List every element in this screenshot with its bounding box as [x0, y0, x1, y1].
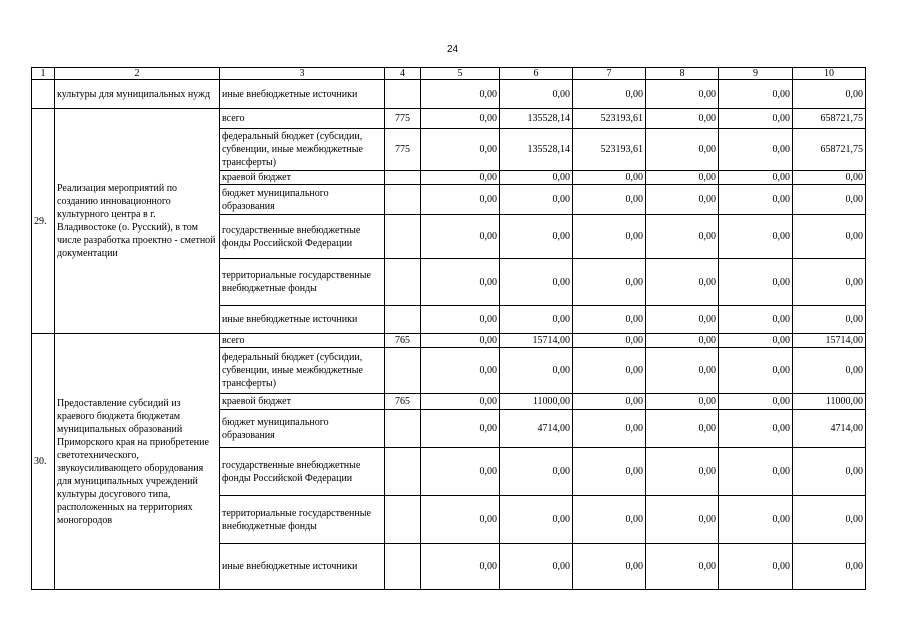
value-cell: 0,00 [646, 80, 719, 109]
code-cell: 765 [385, 334, 421, 348]
table-row [32, 109, 866, 129]
value-cell: 11000,00 [500, 394, 573, 410]
value-cell: 0,00 [573, 394, 646, 410]
value-cell: 4714,00 [793, 410, 866, 448]
funding-source-cell: территориальные государственные внебюджетные фонды [220, 496, 385, 544]
item-name-cell: культуры для муниципальных нужд [55, 80, 220, 109]
funding-source-cell: бюджет муниципального образования [220, 410, 385, 448]
value-cell: 0,00 [719, 109, 793, 129]
value-cell: 0,00 [793, 259, 866, 306]
value-cell: 0,00 [719, 215, 793, 259]
value-cell: 0,00 [793, 215, 866, 259]
value-cell: 0,00 [646, 215, 719, 259]
value-cell: 0,00 [573, 171, 646, 185]
code-cell [385, 171, 421, 185]
column-header: 1 [32, 68, 55, 80]
code-cell [385, 306, 421, 334]
value-cell: 0,00 [421, 259, 500, 306]
item-number-cell: 30. [32, 334, 55, 590]
value-cell: 0,00 [573, 259, 646, 306]
value-cell: 0,00 [646, 544, 719, 590]
value-cell: 0,00 [573, 448, 646, 496]
value-cell: 0,00 [421, 215, 500, 259]
column-header: 5 [421, 68, 500, 80]
value-cell: 0,00 [793, 80, 866, 109]
value-cell: 15714,00 [500, 334, 573, 348]
value-cell: 0,00 [646, 171, 719, 185]
column-number-row [32, 68, 866, 80]
value-cell: 658721,75 [793, 129, 866, 171]
value-cell: 0,00 [500, 306, 573, 334]
column-header: 9 [719, 68, 793, 80]
value-cell: 0,00 [421, 171, 500, 185]
value-cell: 0,00 [646, 348, 719, 394]
value-cell: 0,00 [573, 185, 646, 215]
value-cell: 0,00 [421, 348, 500, 394]
value-cell: 11000,00 [793, 394, 866, 410]
code-cell: 775 [385, 109, 421, 129]
value-cell: 135528,14 [500, 109, 573, 129]
code-cell [385, 259, 421, 306]
code-cell [385, 410, 421, 448]
value-cell: 0,00 [719, 496, 793, 544]
value-cell: 0,00 [421, 448, 500, 496]
value-cell: 0,00 [500, 259, 573, 306]
value-cell: 0,00 [719, 544, 793, 590]
value-cell: 0,00 [719, 448, 793, 496]
value-cell: 0,00 [793, 496, 866, 544]
funding-source-cell: территориальные государственные внебюджетные фонды [220, 259, 385, 306]
item-name-cell: Реализация мероприятий по созданию инновационного культурного центра в г. Владивостоке (о. Русский), в том числе разработка проектно - сметной документации [55, 109, 220, 334]
value-cell: 0,00 [646, 259, 719, 306]
value-cell: 0,00 [719, 306, 793, 334]
table-row [32, 334, 866, 348]
value-cell: 0,00 [719, 80, 793, 109]
value-cell: 0,00 [573, 80, 646, 109]
funding-source-cell: всего [220, 334, 385, 348]
value-cell: 0,00 [573, 348, 646, 394]
column-header: 6 [500, 68, 573, 80]
code-cell [385, 80, 421, 109]
value-cell: 0,00 [793, 448, 866, 496]
value-cell: 0,00 [421, 334, 500, 348]
value-cell: 0,00 [719, 185, 793, 215]
item-name-cell: Предоставление субсидий из краевого бюджета бюджетам муниципальных образований Приморского края на приобретение светотехнического, звукоусиливающего оборудования для муниципальных учреждений культуры досугового типа, расположенных на территориях моногородов [55, 334, 220, 590]
value-cell: 0,00 [719, 129, 793, 171]
value-cell: 0,00 [500, 215, 573, 259]
column-header: 8 [646, 68, 719, 80]
value-cell: 0,00 [793, 544, 866, 590]
value-cell: 0,00 [646, 410, 719, 448]
value-cell: 0,00 [573, 306, 646, 334]
value-cell: 0,00 [646, 448, 719, 496]
value-cell: 0,00 [793, 306, 866, 334]
value-cell: 0,00 [719, 410, 793, 448]
funding-source-cell: краевой бюджет [220, 171, 385, 185]
value-cell: 0,00 [719, 259, 793, 306]
value-cell: 0,00 [573, 215, 646, 259]
funding-source-cell: иные внебюджетные источники [220, 544, 385, 590]
funding-source-cell: государственные внебюджетные фонды Российской Федерации [220, 448, 385, 496]
funding-source-cell: бюджет муниципального образования [220, 185, 385, 215]
value-cell: 0,00 [646, 334, 719, 348]
code-cell [385, 448, 421, 496]
code-cell [385, 215, 421, 259]
budget-table [31, 67, 866, 590]
value-cell: 0,00 [421, 410, 500, 448]
value-cell: 0,00 [646, 185, 719, 215]
column-header: 10 [793, 68, 866, 80]
column-header: 3 [220, 68, 385, 80]
code-cell [385, 185, 421, 215]
column-header: 2 [55, 68, 220, 80]
value-cell: 0,00 [421, 109, 500, 129]
code-cell: 765 [385, 394, 421, 410]
value-cell: 658721,75 [793, 109, 866, 129]
value-cell: 0,00 [421, 185, 500, 215]
value-cell: 135528,14 [500, 129, 573, 171]
funding-source-cell: федеральный бюджет (субсидии, субвенции, иные межбюджетные трансферты) [220, 348, 385, 394]
code-cell [385, 496, 421, 544]
value-cell: 0,00 [500, 448, 573, 496]
funding-source-cell: федеральный бюджет (субсидии, субвенции, иные межбюджетные трансферты) [220, 129, 385, 171]
value-cell: 0,00 [421, 394, 500, 410]
value-cell: 0,00 [646, 496, 719, 544]
value-cell: 0,00 [421, 306, 500, 334]
value-cell: 0,00 [500, 171, 573, 185]
value-cell: 0,00 [646, 306, 719, 334]
value-cell: 0,00 [646, 109, 719, 129]
value-cell: 0,00 [573, 544, 646, 590]
funding-source-cell: иные внебюджетные источники [220, 306, 385, 334]
value-cell: 4714,00 [500, 410, 573, 448]
code-cell [385, 544, 421, 590]
value-cell: 0,00 [421, 80, 500, 109]
funding-source-cell: всего [220, 109, 385, 129]
funding-source-cell: иные внебюджетные источники [220, 80, 385, 109]
value-cell: 523193,61 [573, 109, 646, 129]
value-cell: 0,00 [646, 394, 719, 410]
code-cell: 775 [385, 129, 421, 171]
funding-source-cell: государственные внебюджетные фонды Российской Федерации [220, 215, 385, 259]
value-cell: 15714,00 [793, 334, 866, 348]
value-cell: 0,00 [719, 334, 793, 348]
value-cell: 0,00 [573, 496, 646, 544]
value-cell: 0,00 [793, 185, 866, 215]
value-cell: 0,00 [500, 348, 573, 394]
column-header: 4 [385, 68, 421, 80]
value-cell: 0,00 [646, 129, 719, 171]
value-cell: 0,00 [573, 410, 646, 448]
item-number-cell [32, 80, 55, 109]
value-cell: 0,00 [500, 544, 573, 590]
value-cell: 0,00 [500, 496, 573, 544]
column-header: 7 [573, 68, 646, 80]
code-cell [385, 348, 421, 394]
value-cell: 0,00 [793, 171, 866, 185]
table-row [32, 80, 866, 109]
value-cell: 0,00 [500, 185, 573, 215]
value-cell: 0,00 [421, 496, 500, 544]
value-cell: 0,00 [719, 171, 793, 185]
value-cell: 0,00 [719, 348, 793, 394]
item-number-cell: 29. [32, 109, 55, 334]
value-cell: 523193,61 [573, 129, 646, 171]
value-cell: 0,00 [421, 129, 500, 171]
value-cell: 0,00 [793, 348, 866, 394]
page-number: 24 [446, 44, 459, 55]
value-cell: 0,00 [500, 80, 573, 109]
funding-source-cell: краевой бюджет [220, 394, 385, 410]
value-cell: 0,00 [719, 394, 793, 410]
value-cell: 0,00 [573, 334, 646, 348]
value-cell: 0,00 [421, 544, 500, 590]
